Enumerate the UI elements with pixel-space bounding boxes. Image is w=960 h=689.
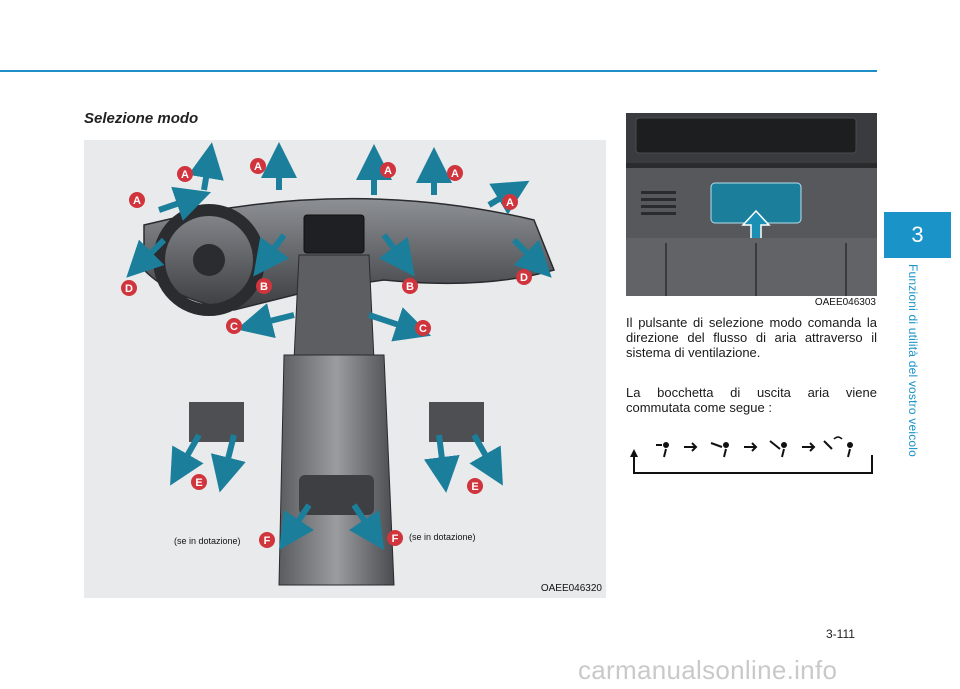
optional-note-left: (se in dotazione) <box>174 536 241 546</box>
label-c <box>415 320 431 336</box>
label-a <box>447 165 463 181</box>
cycle-line <box>634 455 872 473</box>
label-b <box>402 278 418 294</box>
paragraph-sequence-intro: La bocchetta di uscita aria viene commutata come segue : <box>626 385 877 415</box>
svg-text:A: A <box>181 169 189 181</box>
svg-text:A: A <box>451 168 459 180</box>
svg-text:C: C <box>230 321 238 333</box>
label-a <box>250 158 266 174</box>
center-screen <box>304 215 364 253</box>
mode-face-icon <box>656 442 669 457</box>
arrow-right-icon <box>802 443 814 451</box>
svg-text:F: F <box>263 535 271 547</box>
center-stack <box>294 255 374 360</box>
page-number: 3-111 <box>826 627 855 641</box>
label-f <box>259 532 275 548</box>
label-f <box>387 530 403 546</box>
label-d <box>516 269 532 285</box>
ventilation-illustration <box>84 140 606 598</box>
chapter-title: Funzioni di utilità del vostro veicolo <box>906 264 920 458</box>
svg-text:D: D <box>520 272 528 284</box>
arrow-right-icon <box>684 443 696 451</box>
label-a <box>177 166 193 182</box>
optional-note-right: (se in dotazione) <box>409 532 476 542</box>
mode-sequence-diagram <box>626 435 877 479</box>
cycle-arrowhead <box>630 449 638 457</box>
label-e <box>467 478 483 494</box>
chapter-number: 3 <box>911 222 924 247</box>
mode-bilevel-icon <box>711 442 729 457</box>
dashboard-drawing <box>84 140 606 598</box>
svg-text:D: D <box>125 283 133 295</box>
label-d <box>121 280 137 296</box>
figure-code-panel: OAEE046303 <box>814 297 876 308</box>
label-e <box>191 474 207 490</box>
chapter-tab <box>884 212 951 258</box>
svg-text:A: A <box>506 197 514 209</box>
svg-text:E: E <box>195 477 203 489</box>
mode-button-illustration <box>626 113 877 309</box>
center-console <box>279 355 394 585</box>
svg-text:F: F <box>391 533 399 545</box>
label-c <box>226 318 242 334</box>
mode-floor-icon <box>770 441 787 457</box>
label-a <box>129 192 145 208</box>
label-a <box>502 194 518 210</box>
arrow-right-icon <box>744 443 756 451</box>
mode-floor-defrost-icon <box>824 437 853 457</box>
svg-text:A: A <box>384 165 392 177</box>
svg-text:A: A <box>254 161 262 173</box>
svg-text:E: E <box>471 481 479 493</box>
header-rule <box>0 70 877 72</box>
figure-code-main: OAEE046320 <box>540 583 602 594</box>
section-title: Selezione modo <box>84 110 199 127</box>
label-a <box>380 162 396 178</box>
svg-text:B: B <box>406 281 414 293</box>
svg-text:A: A <box>133 195 141 207</box>
svg-text:B: B <box>260 281 268 293</box>
control-panel-drawing <box>626 113 877 309</box>
paragraph-description: Il pulsante di selezione modo comanda la direzione del flusso di aria attraverso il sistema di ventilazione. <box>626 315 877 360</box>
watermark: carmanualsonline.info <box>578 655 838 685</box>
label-b <box>256 278 272 294</box>
svg-text:C: C <box>419 323 427 335</box>
